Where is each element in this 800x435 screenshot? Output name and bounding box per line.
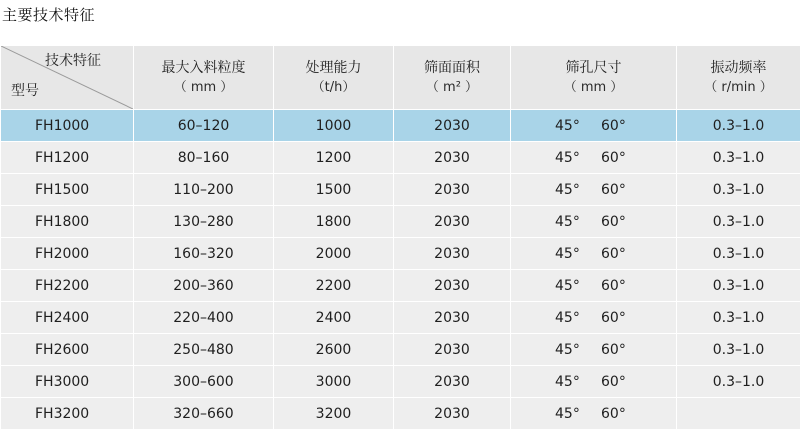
capacity-cell: 2400 (274, 302, 394, 334)
aperture-cell (511, 270, 677, 302)
frequency-cell: 0.3–1.0 (677, 366, 800, 398)
capacity-cell: 3200 (274, 398, 394, 430)
capacity-cell: 1500 (274, 174, 394, 206)
spec-table (0, 45, 800, 430)
area-cell: 2030 (394, 398, 511, 430)
header-capacity (274, 46, 394, 110)
aperture-cell (511, 398, 677, 430)
area-cell: 2030 (394, 238, 511, 270)
aperture-angle-1: 45° (555, 341, 580, 358)
model-cell: FH2600 (1, 334, 134, 366)
model-cell: FH1800 (1, 206, 134, 238)
aperture-angle-1: 45° (555, 213, 580, 230)
aperture-angle-1: 45° (555, 309, 580, 326)
aperture-angle-2: 60° (601, 405, 626, 422)
feed-size-cell: 250–480 (134, 334, 274, 366)
feed-size-cell: 110–200 (134, 174, 274, 206)
aperture-angle-2: 60° (601, 181, 626, 198)
frequency-cell: 0.3–1.0 (677, 142, 800, 174)
table-row (1, 142, 800, 174)
table-row (1, 398, 800, 430)
model-cell: FH1500 (1, 174, 134, 206)
capacity-cell: 2200 (274, 270, 394, 302)
header-unit: （t/h） (311, 79, 356, 95)
frequency-cell: 0.3–1.0 (677, 334, 800, 366)
header-vibration-frequency (677, 46, 800, 110)
header-label: 最大入料粒度 (161, 59, 246, 76)
frequency-cell: 0.3–1.0 (677, 270, 800, 302)
feed-size-cell: 220–400 (134, 302, 274, 334)
feed-size-cell: 60–120 (134, 110, 274, 142)
frequency-cell: 0.3–1.0 (677, 110, 800, 142)
frequency-cell (677, 398, 800, 430)
capacity-cell: 1000 (274, 110, 394, 142)
aperture-angle-1: 45° (555, 181, 580, 198)
feed-size-cell: 300–600 (134, 366, 274, 398)
aperture-cell (511, 334, 677, 366)
capacity-cell: 2000 (274, 238, 394, 270)
capacity-cell: 1800 (274, 206, 394, 238)
area-cell: 2030 (394, 110, 511, 142)
frequency-cell: 0.3–1.0 (677, 238, 800, 270)
area-cell: 2030 (394, 302, 511, 334)
aperture-cell (511, 142, 677, 174)
corner-model-label: 型号 (11, 83, 39, 99)
aperture-angle-2: 60° (601, 309, 626, 326)
header-label: 振动频率 (710, 59, 767, 76)
frequency-cell: 0.3–1.0 (677, 302, 800, 334)
aperture-angle-1: 45° (555, 117, 580, 134)
header-unit: （ mm ） (173, 79, 234, 95)
capacity-cell: 2600 (274, 334, 394, 366)
aperture-angle-1: 45° (555, 149, 580, 166)
table-row (1, 174, 800, 206)
table-row (1, 206, 800, 238)
aperture-angle-2: 60° (601, 277, 626, 294)
table-row (1, 334, 800, 366)
feed-size-cell: 130–280 (134, 206, 274, 238)
header-aperture-size (511, 46, 677, 110)
capacity-cell: 1200 (274, 142, 394, 174)
area-cell: 2030 (394, 366, 511, 398)
header-label: 筛面面积 (424, 59, 480, 76)
aperture-angle-2: 60° (601, 149, 626, 166)
aperture-cell (511, 238, 677, 270)
header-unit: （ m² ） (425, 79, 479, 95)
area-cell: 2030 (394, 206, 511, 238)
frequency-cell: 0.3–1.0 (677, 174, 800, 206)
header-unit: （ r/min ） (704, 79, 773, 95)
table-row (1, 302, 800, 334)
model-cell: FH3000 (1, 366, 134, 398)
frequency-cell: 0.3–1.0 (677, 206, 800, 238)
model-cell: FH3200 (1, 398, 134, 430)
aperture-angle-2: 60° (601, 245, 626, 262)
corner-feature-label: 技术特征 (45, 53, 101, 69)
model-cell: FH2400 (1, 302, 134, 334)
header-feed-size (134, 46, 274, 110)
feed-size-cell: 200–360 (134, 270, 274, 302)
header-unit: （ mm ） (563, 79, 624, 95)
aperture-angle-1: 45° (555, 277, 580, 294)
spec-table-body (1, 110, 800, 430)
feed-size-cell: 160–320 (134, 238, 274, 270)
spec-table-header (1, 46, 800, 110)
model-cell: FH1000 (1, 110, 134, 142)
header-row (1, 46, 800, 110)
aperture-cell (511, 110, 677, 142)
table-row (1, 238, 800, 270)
area-cell: 2030 (394, 174, 511, 206)
model-cell: FH1200 (1, 142, 134, 174)
area-cell: 2030 (394, 270, 511, 302)
table-row (1, 366, 800, 398)
aperture-cell (511, 206, 677, 238)
aperture-cell (511, 366, 677, 398)
aperture-angle-1: 45° (555, 405, 580, 422)
capacity-cell: 3000 (274, 366, 394, 398)
header-screen-area (394, 46, 511, 110)
area-cell: 2030 (394, 334, 511, 366)
header-label: 筛孔尺寸 (565, 59, 622, 76)
model-cell: FH2000 (1, 238, 134, 270)
area-cell: 2030 (394, 142, 511, 174)
aperture-angle-1: 45° (555, 373, 580, 390)
aperture-angle-2: 60° (601, 373, 626, 390)
aperture-cell (511, 174, 677, 206)
aperture-angle-2: 60° (601, 213, 626, 230)
aperture-angle-2: 60° (601, 117, 626, 134)
model-cell: FH2200 (1, 270, 134, 302)
feed-size-cell: 320–660 (134, 398, 274, 430)
corner-header-cell (1, 46, 134, 110)
feed-size-cell: 80–160 (134, 142, 274, 174)
table-row (1, 110, 800, 142)
table-row (1, 270, 800, 302)
page-title: 主要技术特征 (2, 6, 96, 24)
aperture-angle-2: 60° (601, 341, 626, 358)
aperture-cell (511, 302, 677, 334)
header-label: 处理能力 (305, 59, 362, 76)
aperture-angle-1: 45° (555, 245, 580, 262)
